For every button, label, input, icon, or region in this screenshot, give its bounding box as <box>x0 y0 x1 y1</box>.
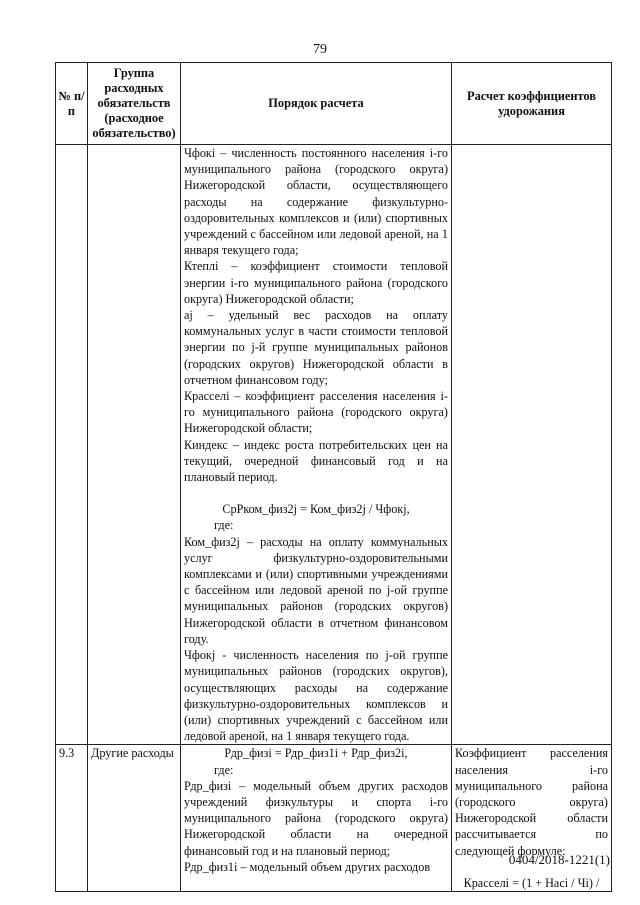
text-kindex-definition: Киндекс – индекс роста потребительских цен на текущий, очередной финансовый год и на плановый период. <box>184 437 448 485</box>
header-expense-group: Группа расходных обязательств (расходное обязательство) <box>88 63 181 145</box>
text-ktepl-definition: Ктеплі – коэффициент стоимости тепловой энергии і-го муниципального района (городского округа) Нижегородской области; <box>184 259 448 306</box>
text-chfok-definition: Чфокі – численность постоянного населения і-го муниципального района (городского округа) Нижегородской области, осуществляющего расходы на содержание физкультурно-оздоровительных комплексов и (или) спортивных учреждений с бассейном или ледовой ареной, на 1 января текущего года; <box>184 146 448 258</box>
cell-coefficients-empty <box>452 145 612 745</box>
table-row-continuation <box>56 145 612 745</box>
formula-krassel: Красселі = (1 + Насі / Чі) / <box>463 875 600 890</box>
header-coefficients: Расчет коэффициентов удорожания <box>452 63 612 145</box>
table-row-9-3 <box>56 745 612 892</box>
cell-procedure-continued <box>181 145 452 745</box>
text-rdr-fiz-definition: Рдр_физі – модельный объем других расходов учреждений физкультуры и спорта і-го муниципального района (городского округа) Нижегородской области на очередной финансовый год и на плановый период; <box>184 778 448 858</box>
text-krassel-definition: Красселі – коэффициент расселения населения і-го муниципального района (городского округа) Нижегородской области; <box>184 389 448 436</box>
cell-number-9-3: 9.3 <box>56 745 88 892</box>
cell-number-empty <box>56 145 88 745</box>
text-where: где: <box>214 518 234 533</box>
page-number: 79 <box>313 42 327 57</box>
cell-group-other-expenses: Другие расходы <box>88 745 181 892</box>
text-where-9-3: где: <box>214 762 234 777</box>
cell-coefficients-9-3 <box>452 745 612 892</box>
text-kom-fiz2j-definition: Ком_физ2j – расходы на оплату коммунальных услуг физкультурно-оздоровительными комплексами и (или) спортивными учреждениями с бассейном или ледовой ареной по j-ой группе муниципальных районов (городских округов) Нижегородской области в отчетном финансовом году. <box>184 534 448 646</box>
text-chfokj-definition: Чфокj - численность населения по j-ой группе муниципальных районов (городских округов), осуществляющих расходы на содержание физкультурно-оздоровительных комплексов и (или) спортивных учреждений с бассейном или ледовой ареной, на 1 января текущего года. <box>184 648 448 744</box>
header-calculation-procedure: Порядок расчета <box>181 63 452 145</box>
document-code: 0404/2018-1221(1) <box>508 852 610 867</box>
cell-procedure-9-3 <box>181 745 452 892</box>
cell-group-empty <box>88 145 181 745</box>
formula-rdr-fiz: Рдр_физі = Рдр_физ1і + Рдр_физ2і, <box>224 746 408 761</box>
text-aj-definition: aj – удельный вес расходов на оплату коммунальных услуг в части стоимости тепловой энергии по j-й группе муниципальных районов (городских округов) Нижегородской области в отчетном финансовом году; <box>184 308 448 387</box>
table-header-row <box>56 63 612 145</box>
text-krassel-intro: Коэффициент расселения населения і-го муниципального района (городского округа) Нижегородской области рассчитывается по следующей формуле: <box>455 746 608 858</box>
formula-srrkom: СрРком_физ2j = Ком_физ2j / Чфокj, <box>222 502 410 517</box>
text-rdr-fiz1-definition: Рдр_физ1і – модельный объем других расходов <box>184 859 431 874</box>
header-number: № п/п <box>56 63 88 145</box>
calculation-table <box>55 62 612 892</box>
